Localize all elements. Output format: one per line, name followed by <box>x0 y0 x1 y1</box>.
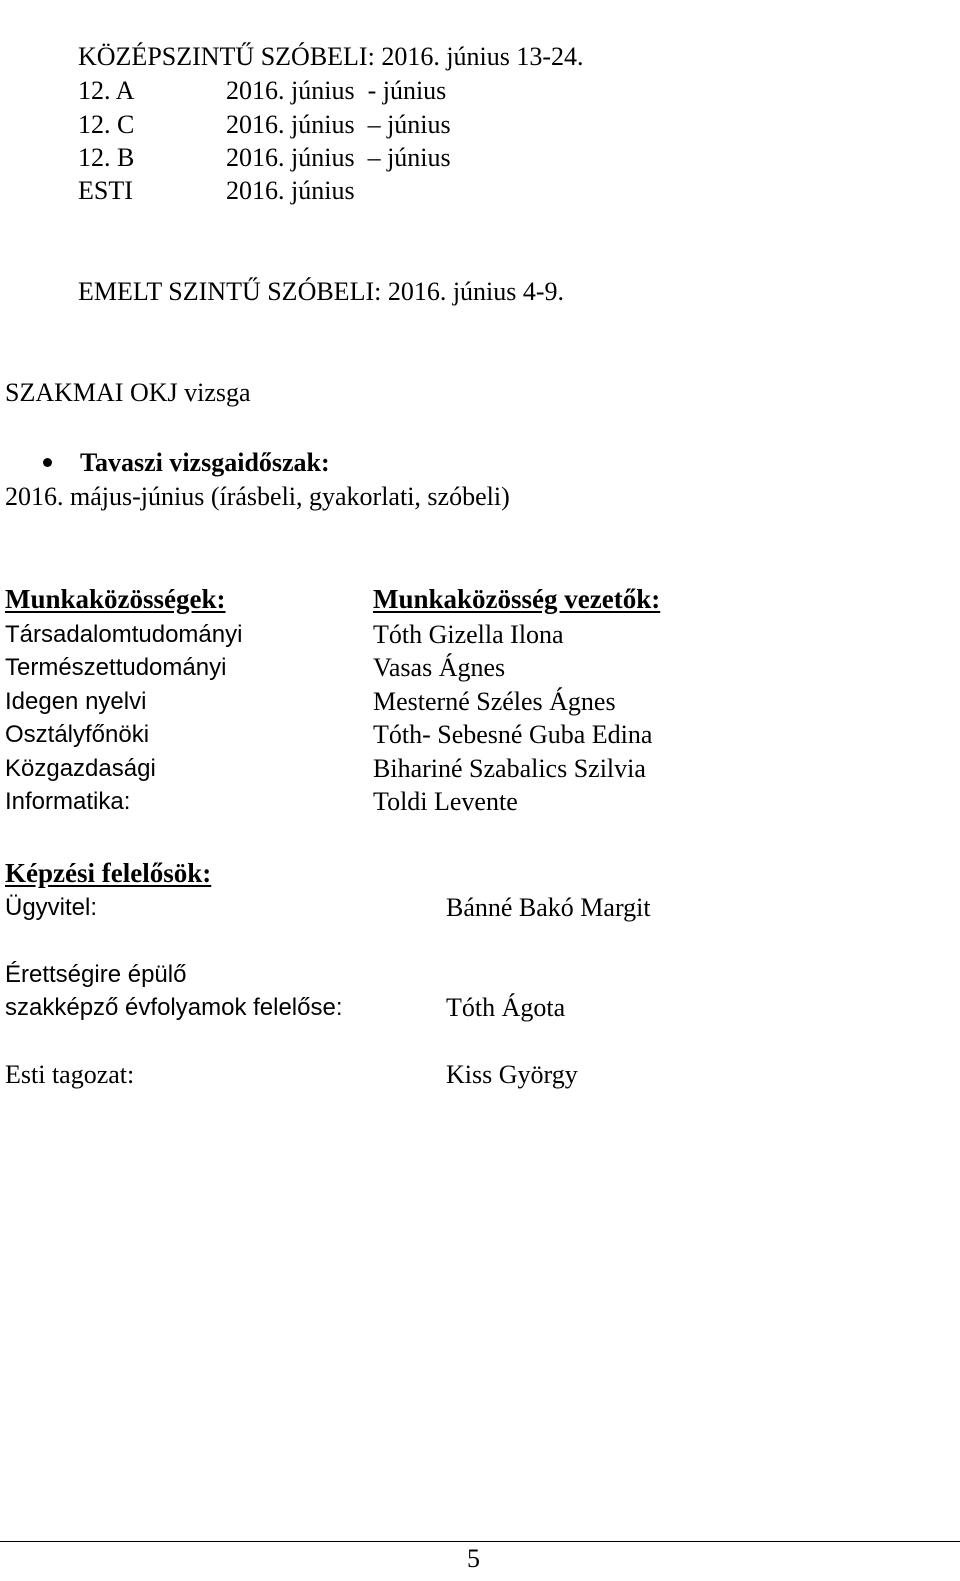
footer-rule <box>0 1541 960 1542</box>
workgroup-name: Közgazdasági <box>5 755 156 782</box>
advanced-oral-exam: EMELT SZINTŰ SZÓBELI: 2016. június 4-9. <box>78 277 565 306</box>
workgroup-leader: Mesterné Széles Ágnes <box>373 687 616 716</box>
schedule-date: 2016. június <box>226 176 355 205</box>
okj-period-label: Tavaszi vizsgaidőszak: <box>80 448 330 477</box>
schedule-class: 12. B <box>78 143 135 172</box>
workgroup-name: Idegen nyelvi <box>5 688 147 715</box>
ugyvitel-name: Bánné Bakó Margit <box>446 893 651 922</box>
workgroup-leader: Vasas Ágnes <box>373 653 506 682</box>
workgroup-name: Informatika: <box>5 788 131 815</box>
okj-period-detail: 2016. május-június (írásbeli, gyakorlati, szóbeli) <box>5 482 510 511</box>
erettsegi-name: Tóth Ágota <box>446 993 566 1022</box>
workgroup-leaders-heading: Munkaközösség vezetők: <box>373 584 661 614</box>
esti-label: Esti tagozat: <box>5 1060 135 1089</box>
workgroups-heading: Munkaközösségek: <box>5 584 226 614</box>
workgroup-name: Osztályfőnöki <box>5 721 150 748</box>
oral-exam-heading: KÖZÉPSZINTŰ SZÓBELI: 2016. június 13-24. <box>78 42 584 71</box>
workgroup-leader: Tóth- Sebesné Guba Edina <box>373 720 653 749</box>
schedule-date: 2016. június – június <box>226 110 451 139</box>
workgroup-name: Társadalomtudományi <box>5 621 243 648</box>
bullet-icon <box>43 458 52 467</box>
schedule-date: 2016. június – június <box>226 143 451 172</box>
erettsegi-label-line1: Érettségire épülő <box>5 961 187 988</box>
workgroup-leader: Bihariné Szabalics Szilvia <box>373 754 646 783</box>
schedule-class: ESTI <box>78 176 133 205</box>
schedule-class: 12. C <box>78 110 135 139</box>
training-heading: Képzési felelősök: <box>5 858 212 888</box>
esti-name: Kiss György <box>446 1060 578 1089</box>
okj-title: SZAKMAI OKJ vizsga <box>5 378 251 407</box>
erettsegi-label-line2: szakképző évfolyamok felelőse: <box>5 994 343 1021</box>
ugyvitel-label: Ügyvitel: <box>5 894 98 921</box>
workgroup-leader: Toldi Levente <box>373 787 518 816</box>
schedule-date: 2016. június - június <box>226 76 447 105</box>
schedule-class: 12. A <box>78 76 135 105</box>
workgroup-leader: Tóth Gizella Ilona <box>373 620 564 649</box>
page-number: 5 <box>467 1544 480 1573</box>
workgroup-name: Természettudományi <box>5 654 227 681</box>
